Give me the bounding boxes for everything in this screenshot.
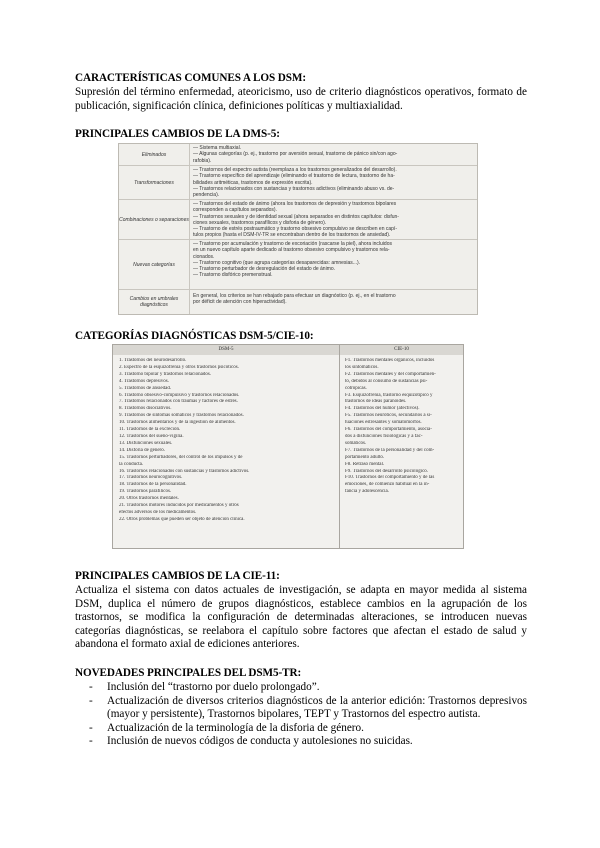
row-category: Nuevas categorías [119, 240, 190, 289]
bullet-dash: - [89, 694, 93, 707]
list-item: 7. Trastornos relacionados con traumas y factores de estrés. [119, 399, 238, 405]
section-title-dms5: PRINCIPALES CAMBIOS DE LA DMS-5: [75, 128, 280, 140]
list-item: tuaciones estresantes y somatomorfos. [345, 420, 422, 426]
list-item: F1. Trastornos mentales orgánicos, incluidos [345, 358, 435, 363]
list-item: to, debidos al consumo de sustancias psi- [345, 378, 428, 384]
table-header-cie10: CIE-10 [340, 345, 463, 355]
list-item: 14. Disforia de género. [119, 447, 165, 453]
list-item: 15. Trastornos perturbadores, del control de los impulsos y de [119, 454, 243, 460]
list-item: F3. Esquizofrenia, trastorno esquizotípico y [345, 392, 433, 398]
list-item: F4. Trastornos del humor (afectivos). [345, 406, 420, 412]
row-item: — Trastorno disfórico premenstrual. [193, 272, 273, 279]
table-row [119, 144, 477, 166]
list-item: dos a disfunciones fisiológicas y a fac- [345, 433, 423, 439]
list-item: 10. Trastornos alimentarios y de la ingestión de alimentos. [119, 420, 236, 426]
list-item-text: Actualización de la terminología de la disforia de género. [107, 721, 364, 734]
row-item: corresponden a capítulos separados). [193, 207, 277, 214]
row-item: — Trastorno cognitivo (que agrupa categorías desaparecidas: amnesias...). [193, 259, 361, 266]
row-item: bilidades aritméticas, trastornos de expresión escrita). [193, 179, 313, 186]
table-header-dsm5: DSM-5 [113, 345, 339, 355]
row-item: — Sistema multiaxial. [193, 145, 242, 151]
list-item: 8. Trastornos disociativos. [119, 406, 172, 412]
list-item [75, 695, 527, 722]
row-category: Cambios en umbrales diagnósticos [119, 290, 190, 314]
paragraph-comunes: Supresión del término enfermedad, ateoricismo, uso de criterio diagnósticos operativos, formato de publicación, significación clínica, definiciones políticas y multiaxialidad. [75, 86, 527, 112]
list-item: F6. Trastornos del comportamiento, asocia- [345, 427, 432, 433]
list-item: efectos adversos de los medicamentos. [119, 509, 197, 515]
list-item: la conducta. [119, 461, 144, 467]
row-item: — Trastornos del estado de ánimo (ahora los trastornos de depresión y trastornos bipolares [193, 201, 397, 207]
row-item: — Trastornos relacionados con sustancias y trastornos adictivos (eliminando abuso vs. de- [193, 185, 395, 192]
column-divider [339, 345, 340, 548]
list-item: 22. Otros problemas que pueden ser objeto de atención clínica. [119, 516, 245, 522]
row-item: — Trastorno específico del aprendizaje (eliminando el trastorno de lectura, trastorno de ha- [193, 173, 395, 180]
row-category: Eliminados [119, 144, 190, 165]
list-item: 19. Trastornos parafílicos. [119, 489, 172, 495]
section-title-cie11: PRINCIPALES CAMBIOS DE LA CIE-11: [75, 570, 280, 582]
list-item: 20. Otros trastornos mentales. [119, 496, 179, 502]
row-item: rafobia). [193, 157, 212, 164]
section-title-dsm5tr: NOVEDADES PRINCIPALES DEL DSM5-TR: [75, 667, 302, 679]
row-item: cionados. [193, 253, 215, 260]
list-item: 1. Trastornos del neurodesarrollo. [119, 358, 187, 363]
list-item: fancia y adolescencia. [345, 489, 390, 495]
dsm5-cie10-table-image [112, 344, 464, 549]
list-item: 21. Trastornos motores inducidos por medicamentos y otros [119, 503, 239, 509]
list-item-text: Actualización de diversos criterios diagnósticos de la anterior edición: Trastornos depresivos (mayor y persistente), Trastornos bipolares, TEPT y Trastornos del espectro autista. [107, 694, 527, 721]
section-title-comunes: CARACTERÍSTICAS COMUNES A LOS DSM: [75, 72, 306, 84]
dms5-changes-table-image [118, 143, 478, 315]
row-item: — Algunas categorías (p. ej., trastorno por aversión sexual, trastorno de pánico sin/con ago- [193, 151, 398, 158]
row-item: — Trastornos sexuales y de identidad sexual (ahora separados en distintos capítulos: disfun- [193, 213, 399, 220]
list-item: cotrópicas. [345, 385, 367, 391]
list-item: 18. Trastornos de la personalidad. [119, 482, 187, 488]
bullet-dash: - [89, 735, 93, 748]
bullet-dash: - [89, 721, 93, 734]
table-row [119, 290, 477, 314]
row-category: Transformaciones [119, 166, 190, 199]
list-item [75, 681, 527, 695]
dsm5-categories [119, 358, 335, 524]
list-item: emociones, de comienzo habitual en la in- [345, 482, 430, 488]
list-item: los sintomáticos. [345, 364, 379, 370]
list-item: 16. Trastornos relacionados con sustancias y trastornos adictivos. [119, 468, 250, 474]
row-item: En general, los criterios se han rebajado para efectuar un diagnóstico (p. ej., en el trastorno [193, 293, 396, 299]
row-item: ciones sexuales, trastornos parafílicos y disforia de género). [193, 219, 327, 226]
row-category: Combinaciones o separaciones [119, 200, 190, 239]
section-title-categorias: CATEGORÍAS DIAGNÓSTICAS DSM-5/CIE-10: [75, 330, 314, 342]
list-item: 5. Trastornos de ansiedad. [119, 385, 172, 391]
list-item: 11. Trastornos de la excreción. [119, 427, 181, 433]
list-item: F8. Retraso mental. [345, 461, 385, 467]
row-item: por déficit de atención con hiperactividad). [193, 299, 287, 306]
list-item-text: Inclusión del “trastorno por duelo prolongado”. [107, 681, 320, 693]
list-item: 9. Trastornos de síntomas somáticos y trastornos relacionados. [119, 413, 244, 419]
table-row [119, 240, 477, 290]
row-item: — Trastornos del espectro autista (reemplaza a los trastornos generalizados del desarrollo). [193, 167, 397, 173]
list-item: 4. Trastornos depresivos. [119, 378, 170, 384]
row-item: en un nuevo capítulo aparte dedicado al trastorno obsesivo compulsivo y trastornos rela- [193, 247, 390, 254]
list-item: F9. Trastornos del desarrollo psicológico. [345, 468, 429, 474]
row-item: — Trastorno por acumulación y trastorno de excoriación (rascarse la piel), ahora incluidos [193, 241, 392, 247]
list-item: F7. Trastornos de la personalidad y del com- [345, 447, 435, 453]
list-item: portamiento adulto. [345, 454, 385, 460]
list-item [75, 735, 527, 749]
table-row [119, 200, 477, 240]
list-item: 13. Disfunciones sexuales. [119, 440, 173, 446]
list-item [75, 722, 527, 736]
list-item: 2. Espectro de la esquizofrenia y otros trastornos psicóticos. [119, 364, 239, 370]
paragraph-cie11: Actualiza el sistema con datos actuales de investigación, se adapta en mayor medida al sistema DSM, duplica el número de grupos diagnósticos, establece cambios en la agrupación de los trastornos, se modifica la configuración de determinadas alteraciones, se introducen nuevas categorías diagnósticas, se reelabora el capítulo sobre factores que afectan el estado de salud y abandona el formato axial de ediciones anteriores. [75, 584, 527, 651]
list-item: 17. Trastornos neurocognitivos. [119, 475, 183, 481]
list-item: 12. Trastornos del sueño-vigilia. [119, 433, 184, 439]
bullet-dash: - [89, 681, 93, 693]
row-item: tulos propios (hasta el DSM-IV-TR se encontraban dentro de los trastornos de ansiedad). [193, 232, 391, 239]
list-item: trastornos de ideas paranoides. [345, 399, 407, 405]
row-item: pendencia). [193, 192, 220, 199]
list-item: 3. Trastorno bipolar y trastornos relacionados. [119, 371, 212, 377]
list-item: somáticos. [345, 440, 367, 446]
row-item: — Trastorno de estrés postraumático y trastorno obsesivo compulsivo se describen en capí- [193, 226, 397, 233]
list-item: 6. Trastorno obsesivo-compulsivo y trastornos relacionados. [119, 392, 240, 398]
list-item-text: Inclusión de nuevos códigos de conducta y autolesiones no suicidas. [107, 735, 413, 748]
list-item: F5. Trastornos neuróticos, secundarios a si- [345, 413, 432, 419]
table-row [119, 166, 477, 200]
list-item: F2. Trastornos mentales y del comportamien- [345, 371, 436, 377]
row-item: — Trastorno perturbador de desregulación del estado de ánimo. [193, 266, 336, 273]
dsm5tr-list [75, 681, 527, 749]
cie10-categories [345, 358, 459, 496]
list-item: F10. Trastornos del comportamiento y de las [345, 475, 435, 481]
